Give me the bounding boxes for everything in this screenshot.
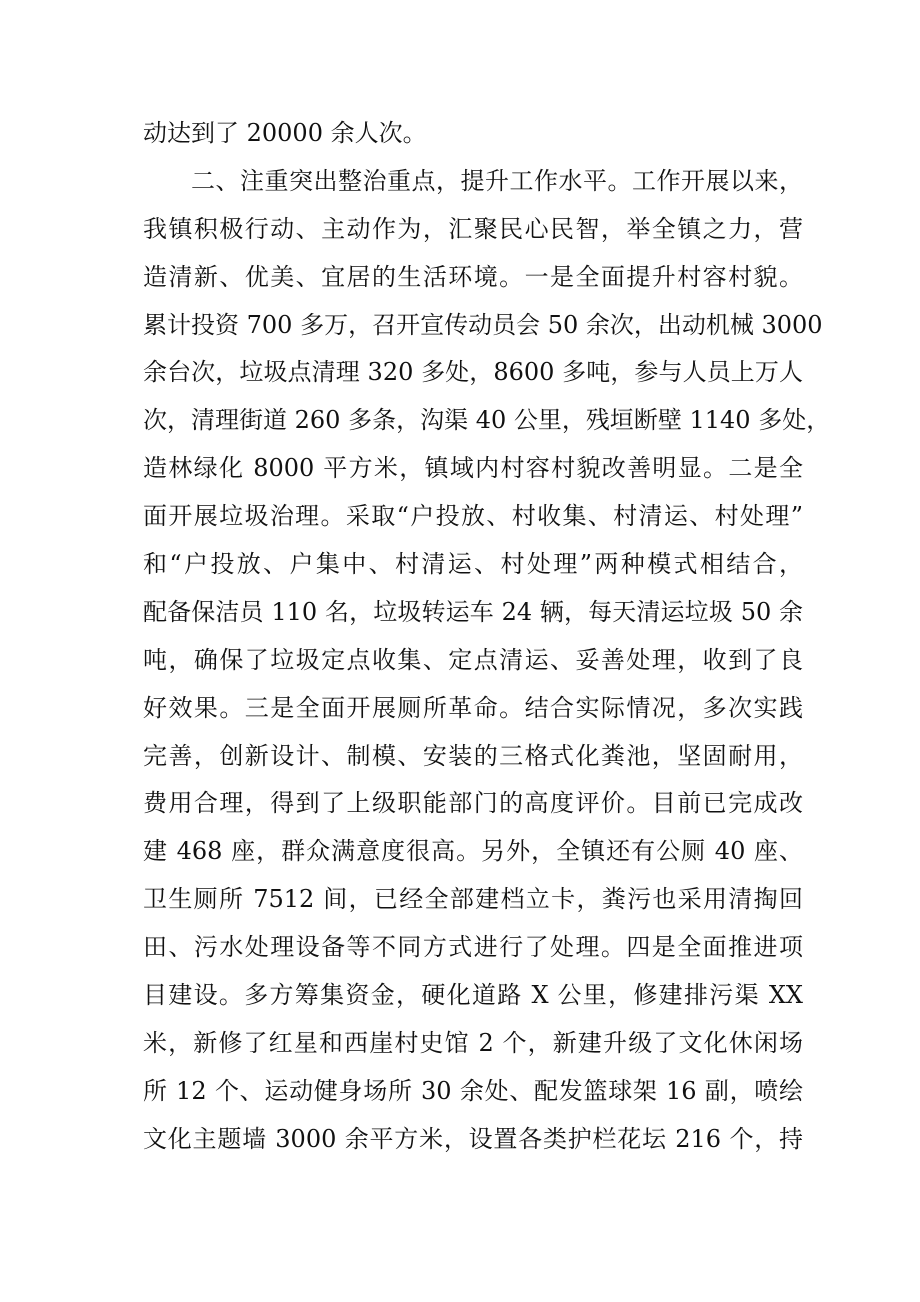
text-line-6: 余台次，垃圾点清理 320 多处，8600 多吨，参与人员上万人 <box>143 358 803 387</box>
body-text <box>143 110 831 1164</box>
text-line-21: 所 12 个、运动健身场所 30 余处、配发篮球架 16 副，喷绘 <box>143 1076 803 1105</box>
text-line-1: 动达到了 20000 余人次。 <box>143 119 427 147</box>
text-line-11: 配备保洁员 110 名，垃圾转运车 24 辆，每天清运垃圾 50 余 <box>143 597 803 626</box>
text-line-8: 造林绿化 8000 平方米，镇域内村容村貌改善明显。二是全 <box>143 454 803 483</box>
text-line-13: 好效果。三是全面开展厕所革命。结合实际情况，多次实践 <box>143 693 803 722</box>
text-line-5: 累计投资 700 多万，召开宣传动员会 50 余次，出动机械 3000 <box>143 310 823 339</box>
text-line-16: 建 468 座，群众满意度很高。另外，全镇还有公厕 40 座、 <box>143 837 803 866</box>
text-line-18: 田、污水处理设备等不同方式进行了处理。四是全面推进项 <box>143 933 803 962</box>
text-line-14: 完善，创新设计、制模、安装的三格式化粪池，坚固耐用， <box>143 741 803 770</box>
text-line-15: 费用合理，得到了上级职能部门的高度评价。目前已完成改 <box>143 789 803 818</box>
text-line-22: 文化主题墙 3000 余平方米，设置各类护栏花坛 216 个，持 <box>143 1124 803 1153</box>
text-line-7: 次，清理街道 260 多条，沟渠 40 公里，残垣断壁 1140 多处， <box>143 406 831 435</box>
text-line-12: 吨，确保了垃圾定点收集、定点清运、妥善处理，收到了良 <box>143 645 803 674</box>
text-line-19: 目建设。多方筹集资金，硬化道路 X 公里，修建排污渠 XX <box>143 981 803 1010</box>
text-line-3: 我镇积极行动、主动作为，汇聚民心民智，举全镇之力，营 <box>143 214 803 243</box>
text-line-17: 卫生厕所 7512 间，已经全部建档立卡，粪污也采用清掏回 <box>143 885 803 914</box>
text-line-10: 和“户投放、户集中、村清运、村处理”两种模式相结合， <box>143 550 803 579</box>
text-line-2-section-heading: 二、注重突出整治重点，提升工作水平。工作开展以来， <box>191 166 803 195</box>
text-line-20: 米，新修了红星和西崖村史馆 2 个，新建升级了文化休闲场 <box>143 1028 803 1057</box>
text-line-9: 面开展垃圾治理。采取“户投放、村收集、村清运、村处理” <box>143 502 803 531</box>
text-line-4: 造清新、优美、宜居的生活环境。一是全面提升村容村貌。 <box>143 262 803 291</box>
